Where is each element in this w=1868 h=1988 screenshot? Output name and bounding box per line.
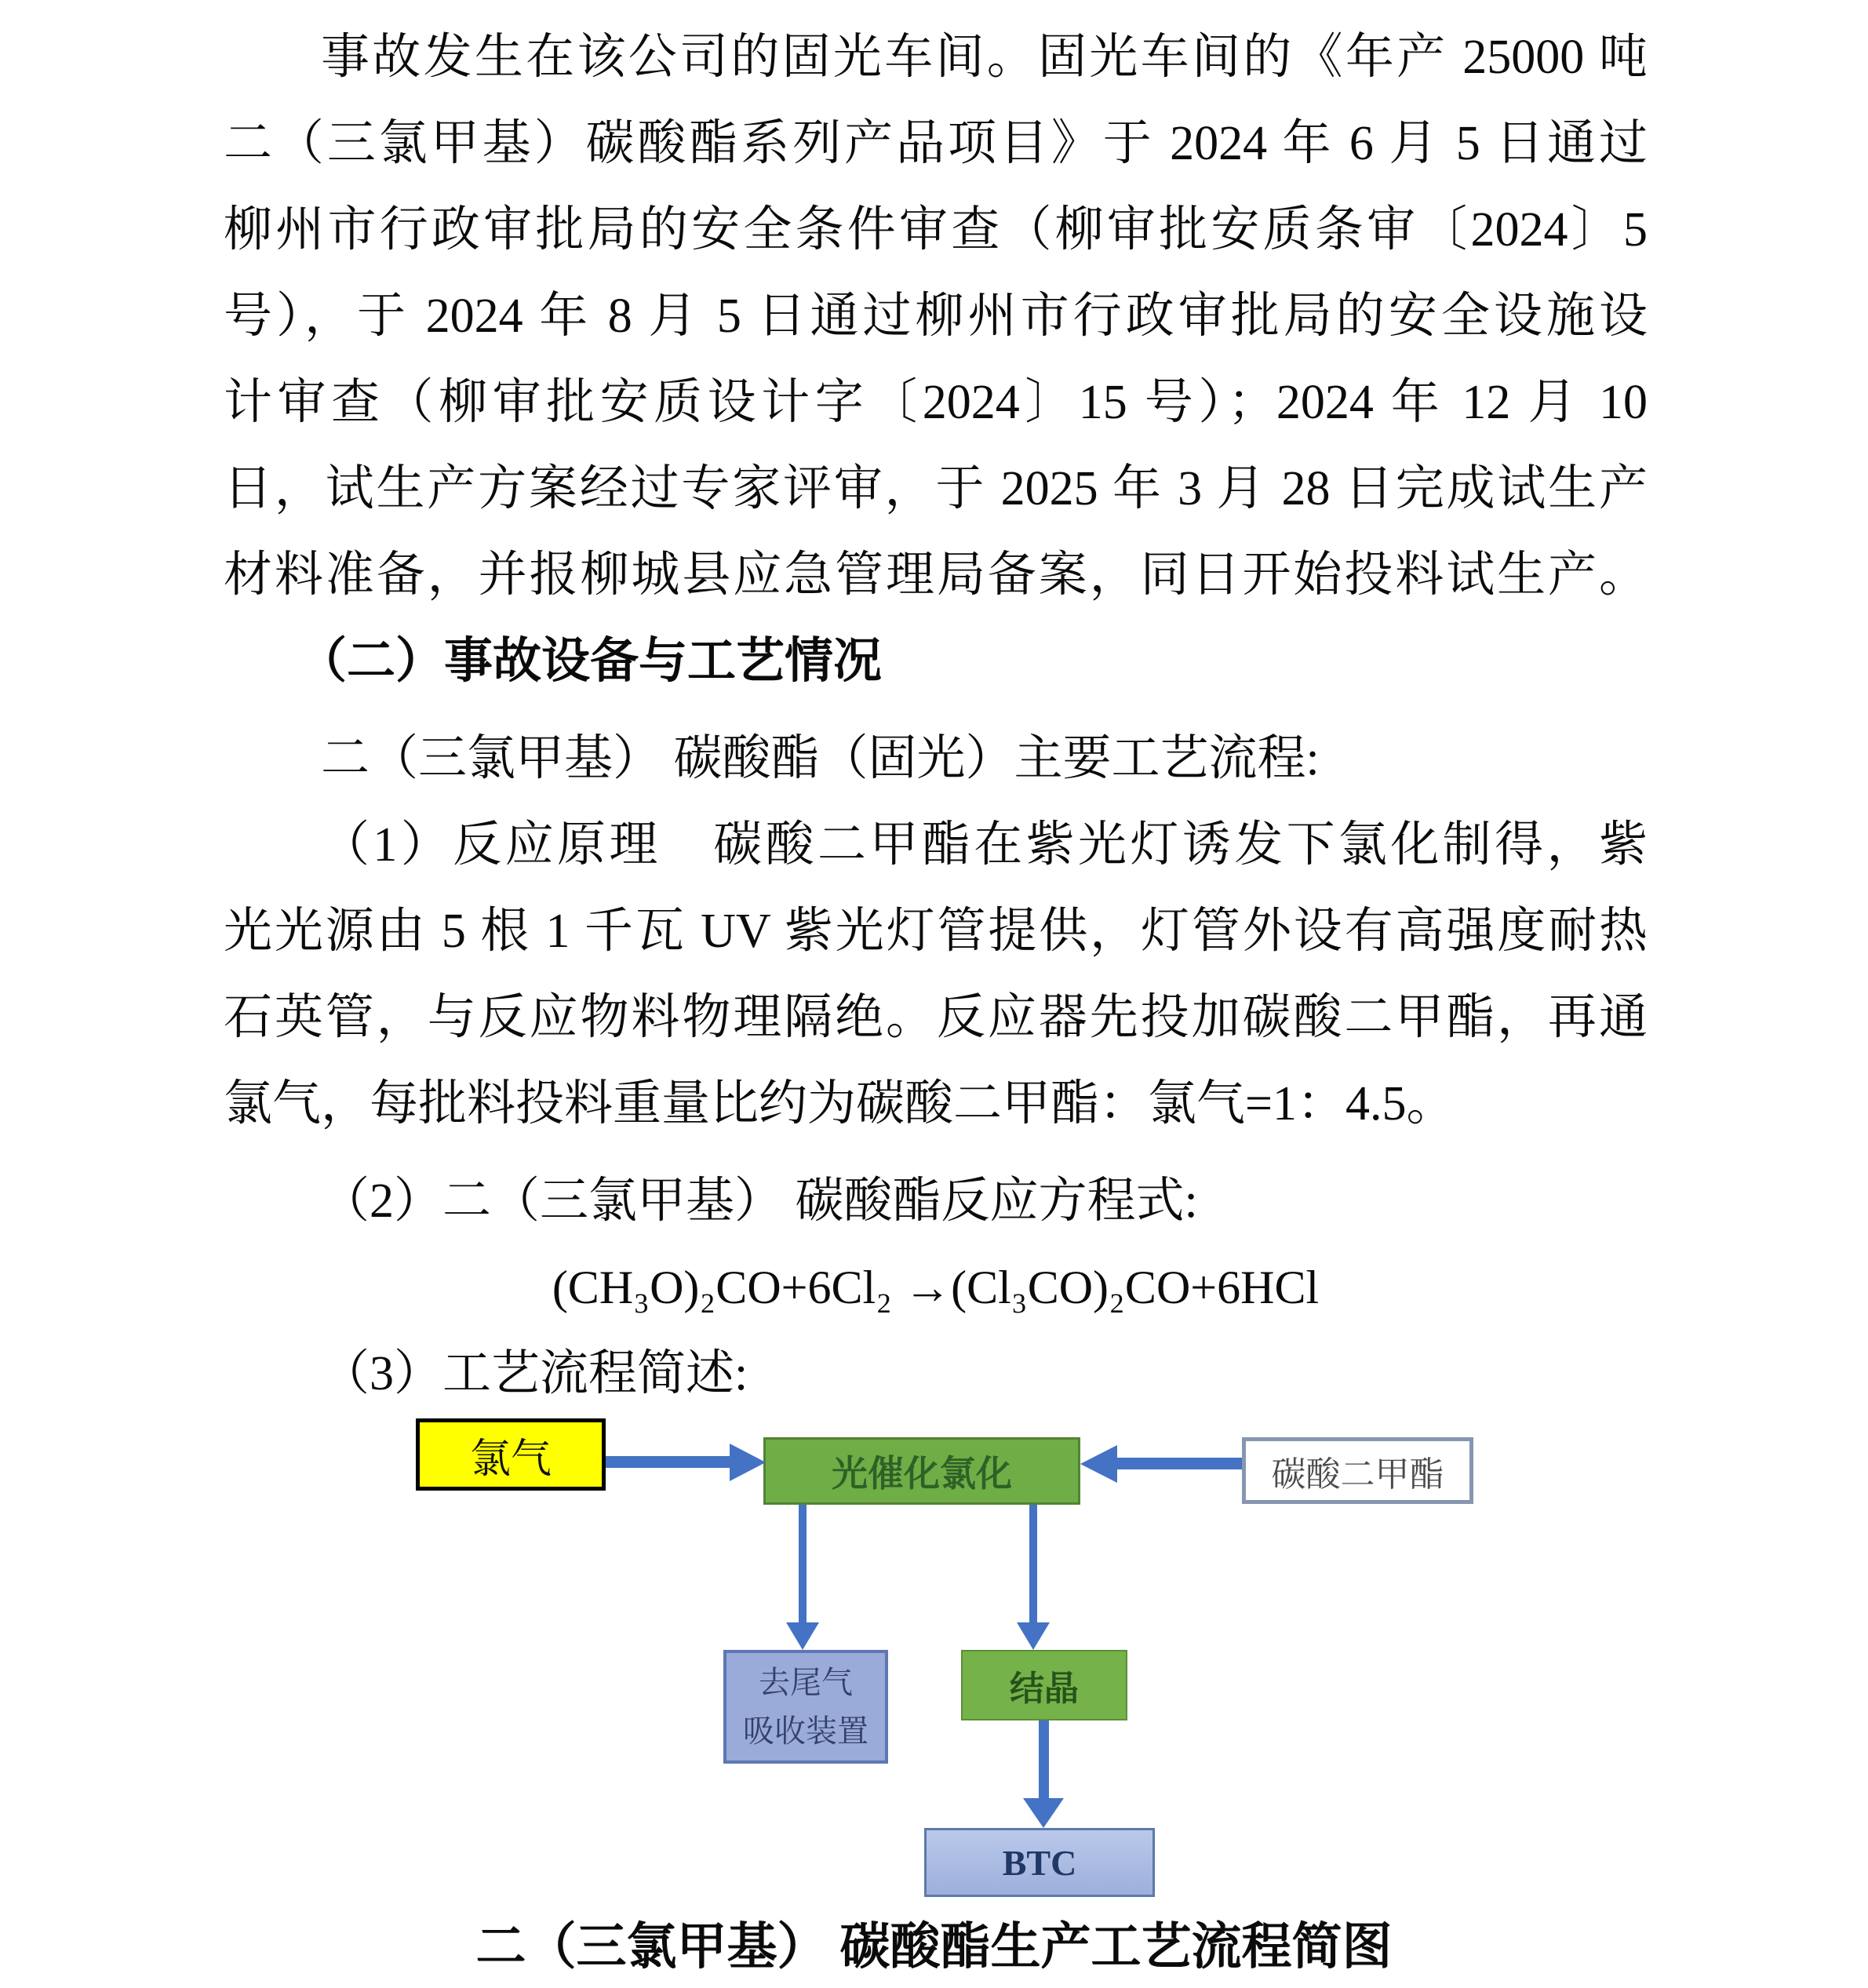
flow-node-dimethyl-carbonate-label: 碳酸二甲酯 xyxy=(1271,1455,1444,1494)
body-line: 事故发生在该公司的固光车间。固光车间的《年产 25000 吨 xyxy=(321,31,1648,84)
section-heading: （二）事故设备与工艺情况 xyxy=(298,635,883,688)
flow-node-chlorine-label: 氯气 xyxy=(469,1436,552,1482)
flow-node-tailgas-label-line1: 去尾气 xyxy=(759,1664,853,1700)
body-line: 光光源由 5 根 1 千瓦 UV 紫光灯管提供，灯管外设有高强度耐热 xyxy=(224,905,1648,958)
figure-caption: 二（三氯甲基） 碳酸酯生产工艺流程简图 xyxy=(475,1919,1393,1975)
arrow-dmc-to-photocat-head xyxy=(1080,1445,1117,1483)
arrow-photocat-to-crystallization-head xyxy=(1017,1622,1050,1650)
arrow-chlorine-to-photocat-shaft xyxy=(606,1456,733,1468)
arrow-chlorine-to-photocat-head xyxy=(730,1444,766,1481)
document-body xyxy=(224,14,1648,1417)
flow-node-btc xyxy=(924,1828,1155,1897)
body-line: 柳州市行政审批局的安全条件审查（柳审批安质条审〔2024〕5 xyxy=(224,203,1648,257)
body-line: 日，试生产方案经过专家评审，于 2025 年 3 月 28 日完成试生产 xyxy=(224,462,1648,515)
body-line: 石英管，与反应物料物理隔绝。反应器先投加碳酸二甲酯，再通 xyxy=(224,991,1648,1044)
body-line: 计审查（柳审批安质设计字〔2024〕15 号）；2024 年 12 月 10 xyxy=(224,376,1648,429)
flow-node-btc-label: BTC xyxy=(1002,1842,1077,1883)
flow-node-tailgas-label-line2: 吸收装置 xyxy=(743,1713,868,1749)
reaction-equation: (CH₃O)₂CO+6Cl₂ →(Cl₃CO)₂CO+6HCl xyxy=(552,1262,1320,1313)
flow-node-photocatalytic-chlorination xyxy=(763,1437,1080,1505)
flow-node-dimethyl-carbonate xyxy=(1242,1437,1473,1504)
arrow-photocat-to-tailgas-head xyxy=(786,1622,819,1650)
item3-line: （3）工艺流程简述: xyxy=(321,1347,748,1400)
flow-node-tailgas-absorption xyxy=(723,1650,888,1764)
arrow-crystallization-to-btc-shaft xyxy=(1039,1720,1049,1800)
body-line: 氯气，每批料投料重量比约为碳酸二甲酯：氯气=1：4.5。 xyxy=(224,1077,1455,1131)
body-line: （1）反应原理 碳酸二甲酯在紫光灯诱发下氯化制得，紫 xyxy=(321,818,1648,872)
body-line: 号），于 2024 年 8 月 5 日通过柳州市行政审批局的安全设施设 xyxy=(224,289,1648,343)
arrow-photocat-to-crystallization-shaft xyxy=(1029,1505,1037,1624)
arrow-photocat-to-tailgas-shaft xyxy=(799,1505,807,1624)
flow-node-chlorine xyxy=(416,1418,606,1491)
body-line: 二（三氯甲基）碳酸酯系列产品项目》于 2024 年 6 月 5 日通过 xyxy=(224,117,1648,170)
item2-line: （2）二（三氯甲基） 碳酸酯反应方程式: xyxy=(321,1174,1198,1228)
body-line: 材料准备，并报柳城县应急管理局备案，同日开始投料试生产。 xyxy=(224,548,1648,602)
flow-node-photocatalytic-label: 光催化氯化 xyxy=(832,1454,1012,1494)
process-title-line: 二（三氯甲基） 碳酸酯（固光）主要工艺流程: xyxy=(321,732,1320,785)
arrow-crystallization-to-btc-head xyxy=(1023,1798,1064,1828)
arrow-dmc-to-photocat-shaft xyxy=(1117,1458,1242,1469)
flow-node-crystallization-label: 结晶 xyxy=(1010,1669,1079,1708)
flow-node-crystallization xyxy=(961,1650,1127,1720)
